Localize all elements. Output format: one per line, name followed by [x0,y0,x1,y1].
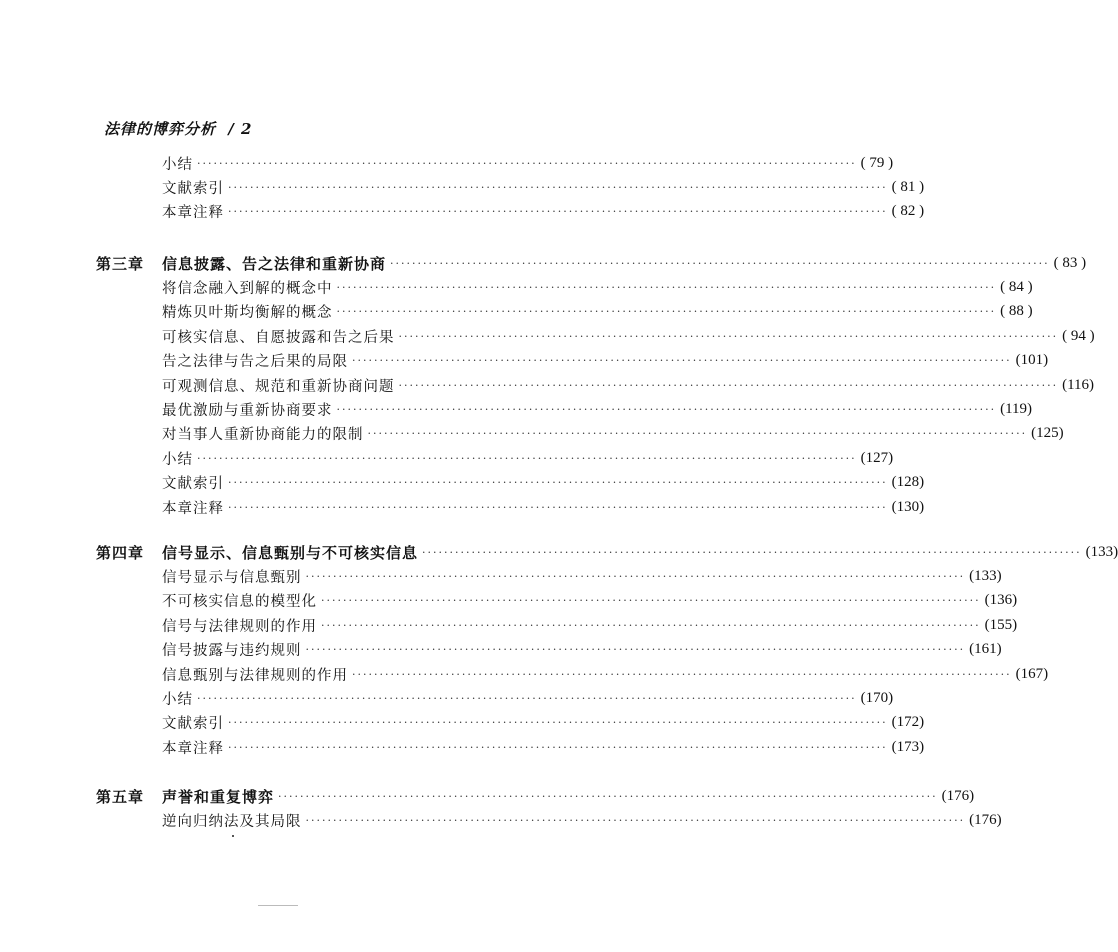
dot-leader: ························································································································ [352,667,1012,681]
dot-leader: ························································································································ [197,156,857,170]
dot-leader: ························································································································ [305,569,966,583]
dot-leader: ························································································································ [336,280,997,294]
dot-leader: ························································································································ [278,789,938,803]
page-number: (130) [891,498,925,515]
entry-title: 告之法律与告之后果的局限 [162,354,348,371]
entry-title: 精炼贝叶斯均衡解的概念 [162,305,333,322]
entry-title: 信号披露与违约规则 [162,643,302,660]
toc-entry[interactable] [162,736,925,758]
toc-entry[interactable] [162,201,925,223]
toc-entry[interactable] [162,350,1049,372]
running-header [104,118,252,139]
toc-entry[interactable] [162,496,925,518]
scan-speck [232,835,234,837]
entry-title: 信息披露、告之法律和重新协商 [162,254,387,273]
page-number: (119) [1000,400,1033,417]
entry-title: 文献索引 [162,716,224,733]
dot-leader: ························································································································ [336,305,997,319]
toc-entry[interactable] [162,687,894,709]
page-number: (133) [1085,543,1118,560]
dot-leader: ························································································································ [390,256,1050,270]
page-number: (155) [984,616,1018,633]
entry-title: 信号显示、信息甄别与不可核实信息 [162,543,419,562]
toc-entry[interactable] [162,374,1095,396]
dot-leader: ························································································································ [321,618,981,632]
toc-entry[interactable] [162,809,1002,831]
dot-leader: ························································································································ [228,205,888,219]
toc-entry[interactable] [162,276,1033,298]
toc-entry[interactable] [162,423,1064,445]
entry-title: 逆向归纳法及其局限 [162,813,302,830]
entry-title: 文献索引 [162,476,224,493]
page-number: ( 81 ) [891,178,925,195]
header-page-number: / 2 [228,120,253,138]
entry-title: 声誉和重复博弈 [162,787,275,806]
toc-entry[interactable] [162,590,1018,612]
page-number: (136) [984,592,1018,609]
toc-entry[interactable] [162,325,1095,347]
dot-leader: ························································································································ [321,594,981,608]
page-number: ( 84 ) [1000,278,1033,295]
entry-title: 可观测信息、规范和重新协商问题 [162,378,395,395]
toc-entry[interactable] [162,301,1033,323]
toc-entry[interactable] [162,176,925,198]
toc-entry[interactable] [162,639,1002,661]
dot-leader: ························································································································ [422,545,1082,559]
chapter-heading-row[interactable] [162,785,975,807]
page-number: (127) [860,449,894,466]
scan-speck [258,905,298,906]
entry-title: 小结 [162,451,193,468]
page-number: (167) [1015,665,1049,682]
entry-title: 最优激励与重新协商要求 [162,402,333,419]
toc-entry[interactable] [162,565,1002,587]
entry-title: 信息甄别与法律规则的作用 [162,667,348,684]
entry-title: 对当事人重新协商能力的限制 [162,427,364,444]
entry-title: 可核实信息、自愿披露和告之后果 [162,329,395,346]
dot-leader: ························································································································ [305,643,966,657]
page-number: ( 94 ) [1062,327,1095,344]
chapter-label: 第五章 [96,787,145,806]
page-number: (125) [1031,425,1064,442]
dot-leader: ························································································································ [228,740,888,754]
dot-leader: ························································································································ [305,813,966,827]
page-number: ( 79 ) [860,154,894,171]
chapter-heading-row[interactable] [162,541,1118,563]
page-number: (176) [969,811,1002,828]
dot-leader: ························································································································ [398,329,1059,343]
entry-title: 文献索引 [162,180,224,197]
page-number: (173) [891,738,925,755]
dot-leader: ························································································································ [398,378,1059,392]
page-number: ( 82 ) [891,203,925,220]
chapter-label: 第三章 [96,254,145,273]
toc-entry[interactable] [162,614,1018,636]
entry-title: 将信念融入到解的概念中 [162,280,333,297]
entry-title: 本章注释 [162,500,224,517]
toc-entry[interactable] [162,663,1049,685]
entry-title: 小结 [162,691,193,708]
toc-entry[interactable] [162,398,1033,420]
page-number: (176) [941,787,975,804]
entry-title: 本章注释 [162,205,224,222]
book-title: 法律的博弈分析 [104,120,217,138]
dot-leader: ························································································································ [228,476,888,490]
entry-title: 本章注释 [162,740,224,757]
page-number: (116) [1062,376,1095,393]
dot-leader: ························································································································ [352,354,1012,368]
entry-title: 信号显示与信息甄别 [162,569,302,586]
dot-leader: ························································································································ [336,402,997,416]
page-number: (101) [1015,352,1049,369]
toc-entry[interactable] [162,447,894,469]
dot-leader: ························································································································ [228,716,888,730]
dot-leader: ························································································································ [228,500,888,514]
page-number: ( 88 ) [1000,303,1033,320]
page-number: (170) [860,689,894,706]
toc-entry[interactable] [162,152,894,174]
dot-leader: ························································································································ [367,427,1028,441]
chapter-label: 第四章 [96,543,145,562]
entry-title: 信号与法律规则的作用 [162,618,317,635]
toc-entry[interactable] [162,712,925,734]
page-number: ( 83 ) [1053,254,1087,271]
chapter-heading-row[interactable] [162,252,1087,274]
page-number: (172) [891,714,925,731]
dot-leader: ························································································································ [197,691,857,705]
toc-entry[interactable] [162,472,925,494]
entry-title: 小结 [162,156,193,173]
dot-leader: ························································································································ [228,180,888,194]
page-number: (133) [969,567,1002,584]
page-number: (128) [891,474,925,491]
dot-leader: ························································································································ [197,451,857,465]
page-number: (161) [969,641,1002,658]
entry-title: 不可核实信息的模型化 [162,594,317,611]
